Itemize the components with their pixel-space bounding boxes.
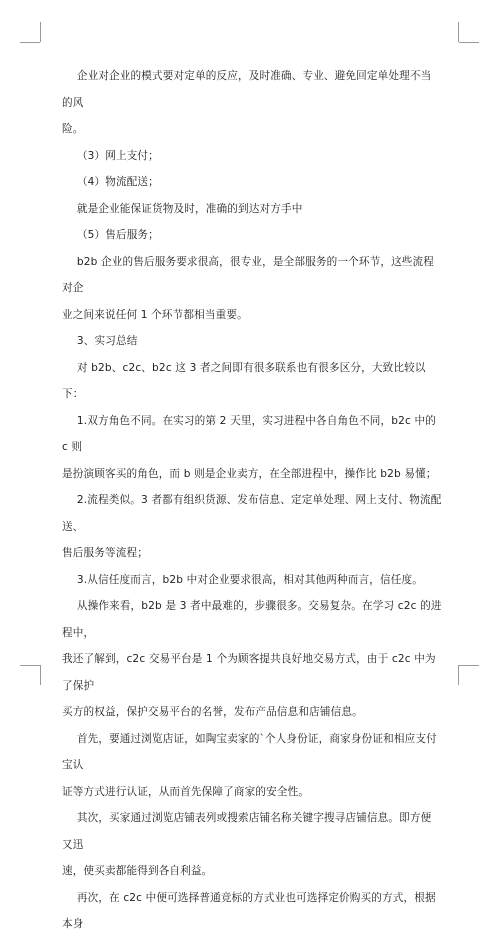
text-line: 买方的权益，保护交易平台的名誉，发布产品信息和店铺信息。 bbox=[62, 706, 363, 718]
paragraph-delivery bbox=[62, 196, 442, 223]
paragraph-comparison-intro bbox=[62, 355, 442, 408]
list-item-online-payment bbox=[62, 143, 442, 170]
text-line: （4）物流配送； bbox=[76, 176, 159, 188]
crop-mark-bottom-right-horizontal bbox=[459, 665, 479, 666]
crop-mark-top-left-horizontal bbox=[20, 42, 40, 43]
crop-mark-top-left-vertical bbox=[40, 22, 41, 42]
section-heading-summary bbox=[62, 328, 442, 355]
paragraph-second bbox=[62, 805, 442, 885]
text-line: 1.双方角色不同。在实习的第 2 天里，实习进程中各自角色不同，b2c 中的 c 则 bbox=[62, 414, 436, 453]
crop-mark-bottom-left-horizontal bbox=[20, 665, 40, 666]
text-line: 对 b2b、c2c、b2c 这 3 者之间即有很多联系也有很多区分，大致比较以下： bbox=[62, 361, 426, 400]
crop-mark-top-right-vertical bbox=[458, 22, 459, 42]
paragraph-point-2 bbox=[62, 487, 442, 567]
paragraph-first bbox=[62, 726, 442, 806]
list-item-logistics bbox=[62, 169, 442, 196]
paragraph-order-response bbox=[62, 63, 442, 143]
text-line: 售后服务等流程； bbox=[62, 547, 148, 559]
text-line: 首先，要通过浏览店证，如陶宝卖家的`个人身份证，商家身份证和相应支付宝认 bbox=[62, 732, 437, 771]
text-line: 业之间来说任何 1 个环节都相当重要。 bbox=[62, 308, 248, 321]
text-line: 3.从信任度而言，b2b 中对企业要求很高，相对其他两种而言，信任度。 bbox=[76, 573, 423, 586]
paragraph-third bbox=[62, 885, 442, 938]
crop-mark-bottom-right-vertical bbox=[458, 665, 459, 685]
text-line: 险。 bbox=[62, 123, 84, 135]
text-line: 2.流程类似。3 者都有组织货源、发布信息、定定单处理、网上支付、物流配送、 bbox=[62, 494, 442, 533]
paragraph-operation bbox=[62, 593, 442, 726]
crop-mark-top-right-horizontal bbox=[459, 42, 479, 43]
crop-mark-bottom-left-vertical bbox=[40, 665, 41, 685]
list-item-after-sales bbox=[62, 222, 442, 249]
text-line: 从操作来看，b2b 是 3 者中最难的，步骤很多。交易复杂。在学习 c2c 的进程中， bbox=[62, 600, 442, 639]
document-body bbox=[62, 63, 442, 938]
text-line: 证等方式进行认证，从而首先保障了商家的安全性。 bbox=[62, 785, 310, 798]
text-line: b2b 企业的售后服务要求很高，很专业，是全部服务的一个环节，这些流程对企 bbox=[62, 255, 435, 294]
text-line: 再次，在 c2c 中便可选择普通竞标的方式业也可选择定价购买的方式，根据本身 bbox=[62, 891, 436, 930]
text-line: 是扮演顾客买的角色，而 b 则是企业卖方，在全部进程中，操作比 b2b 易懂； bbox=[62, 467, 437, 480]
text-line: 企业对企业的模式要对定单的反应，及时准确、专业、避免回定单处理不当的风 bbox=[62, 70, 432, 109]
paragraph-point-3 bbox=[62, 567, 442, 594]
text-line: 我还了解到，c2c 交易平台是 1 个为顾客提共良好地交易方式，由于 c2c 中为了保护 bbox=[62, 653, 436, 692]
text-line: （3）网上支付； bbox=[76, 149, 159, 162]
text-line: 其次，买家通过浏览店铺表列或搜索店铺名称关键字搜寻店铺信息。即方便又迅 bbox=[62, 812, 432, 851]
paragraph-point-1 bbox=[62, 408, 442, 488]
text-line: 3、实习总结 bbox=[76, 335, 138, 347]
paragraph-b2b-service bbox=[62, 249, 442, 329]
text-line: 速，使买卖都能得到各自利益。 bbox=[62, 865, 213, 877]
text-line: （5）售后服务； bbox=[76, 229, 159, 241]
text-line: 就是企业能保证货物及时，准确的到达对方手中 bbox=[76, 202, 303, 215]
